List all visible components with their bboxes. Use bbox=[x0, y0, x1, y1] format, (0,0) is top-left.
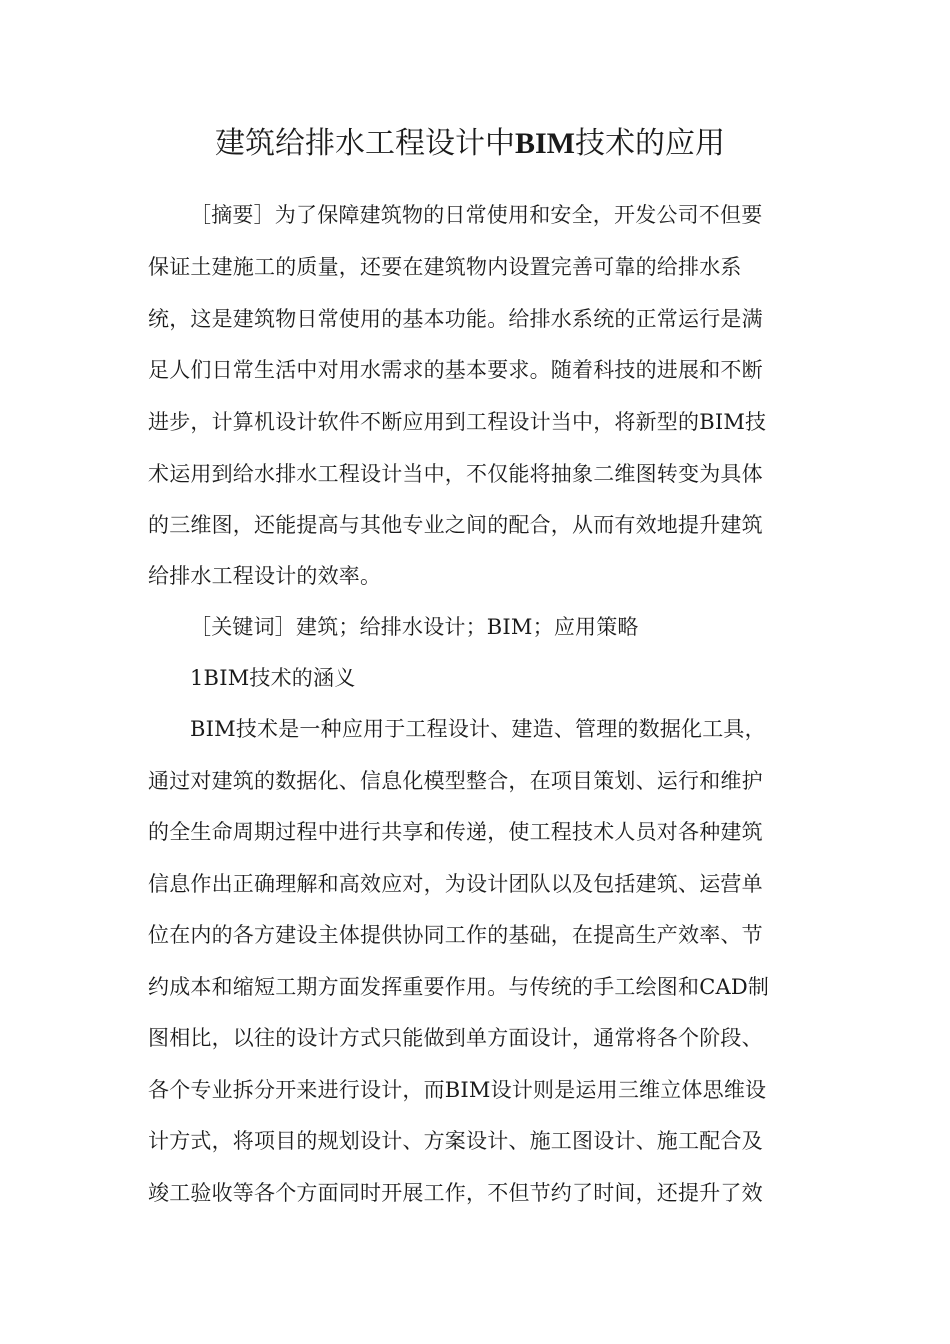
body-line: 各个专业拆分开来进行设计，而BIM设计则是运用三维立体思维设 bbox=[148, 1078, 767, 1102]
abstract-line: 保证土建施工的质量，还要在建筑物内设置完善可靠的给排水系 bbox=[148, 255, 742, 279]
abstract-line: 统，这是建筑物日常使用的基本功能。给排水系统的正常运行是满 bbox=[148, 307, 763, 331]
body-line: 图相比，以往的设计方式只能做到单方面设计，通常将各个阶段、 bbox=[148, 1026, 763, 1050]
body-line: BIM技术是一种应用于工程设计、建造、管理的数据化工具， bbox=[190, 717, 766, 741]
body-line: 通过对建筑的数据化、信息化模型整合，在项目策划、运行和维护 bbox=[148, 769, 763, 793]
title-bim: BIM bbox=[515, 127, 575, 160]
body-line: 计方式，将项目的规划设计、方案设计、施工图设计、施工配合及 bbox=[148, 1129, 763, 1153]
abstract-line: 的三维图，还能提高与其他专业之间的配合，从而有效地提升建筑 bbox=[148, 513, 763, 537]
body-line: 竣工验收等各个方面同时开展工作，不但节约了时间，还提升了效 bbox=[148, 1181, 763, 1205]
abstract-line: 术运用到给水排水工程设计当中，不仅能将抽象二维图转变为具体 bbox=[148, 462, 763, 486]
document-title bbox=[215, 124, 855, 164]
keywords-line: ［关键词］建筑；给排水设计；BIM；应用策略 bbox=[190, 615, 639, 639]
abstract-line: ［摘要］为了保障建筑物的日常使用和安全，开发公司不但要 bbox=[190, 203, 763, 227]
title-part-2: 技术的应用 bbox=[575, 126, 725, 161]
body-line: 位在内的各方建设主体提供协同工作的基础，在提高生产效率、节 bbox=[148, 923, 763, 947]
abstract-line: 足人们日常生活中对用水需求的基本要求。随着科技的进展和不断 bbox=[148, 358, 763, 382]
body-line: 约成本和缩短工期方面发挥重要作用。与传统的手工绘图和CAD制 bbox=[148, 975, 770, 999]
abstract-line: 给排水工程设计的效率。 bbox=[148, 564, 382, 588]
title-part-1: 建筑给排水工程设计中 bbox=[215, 126, 515, 161]
abstract-line: 进步，计算机设计软件不断应用到工程设计当中，将新型的BIM技 bbox=[148, 410, 767, 434]
body-line: 的全生命周期过程中进行共享和传递，使工程技术人员对各种建筑 bbox=[148, 820, 763, 844]
section-heading: 1BIM技术的涵义 bbox=[190, 666, 356, 690]
body-line: 信息作出正确理解和高效应对，为设计团队以及包括建筑、运营单 bbox=[148, 872, 763, 896]
